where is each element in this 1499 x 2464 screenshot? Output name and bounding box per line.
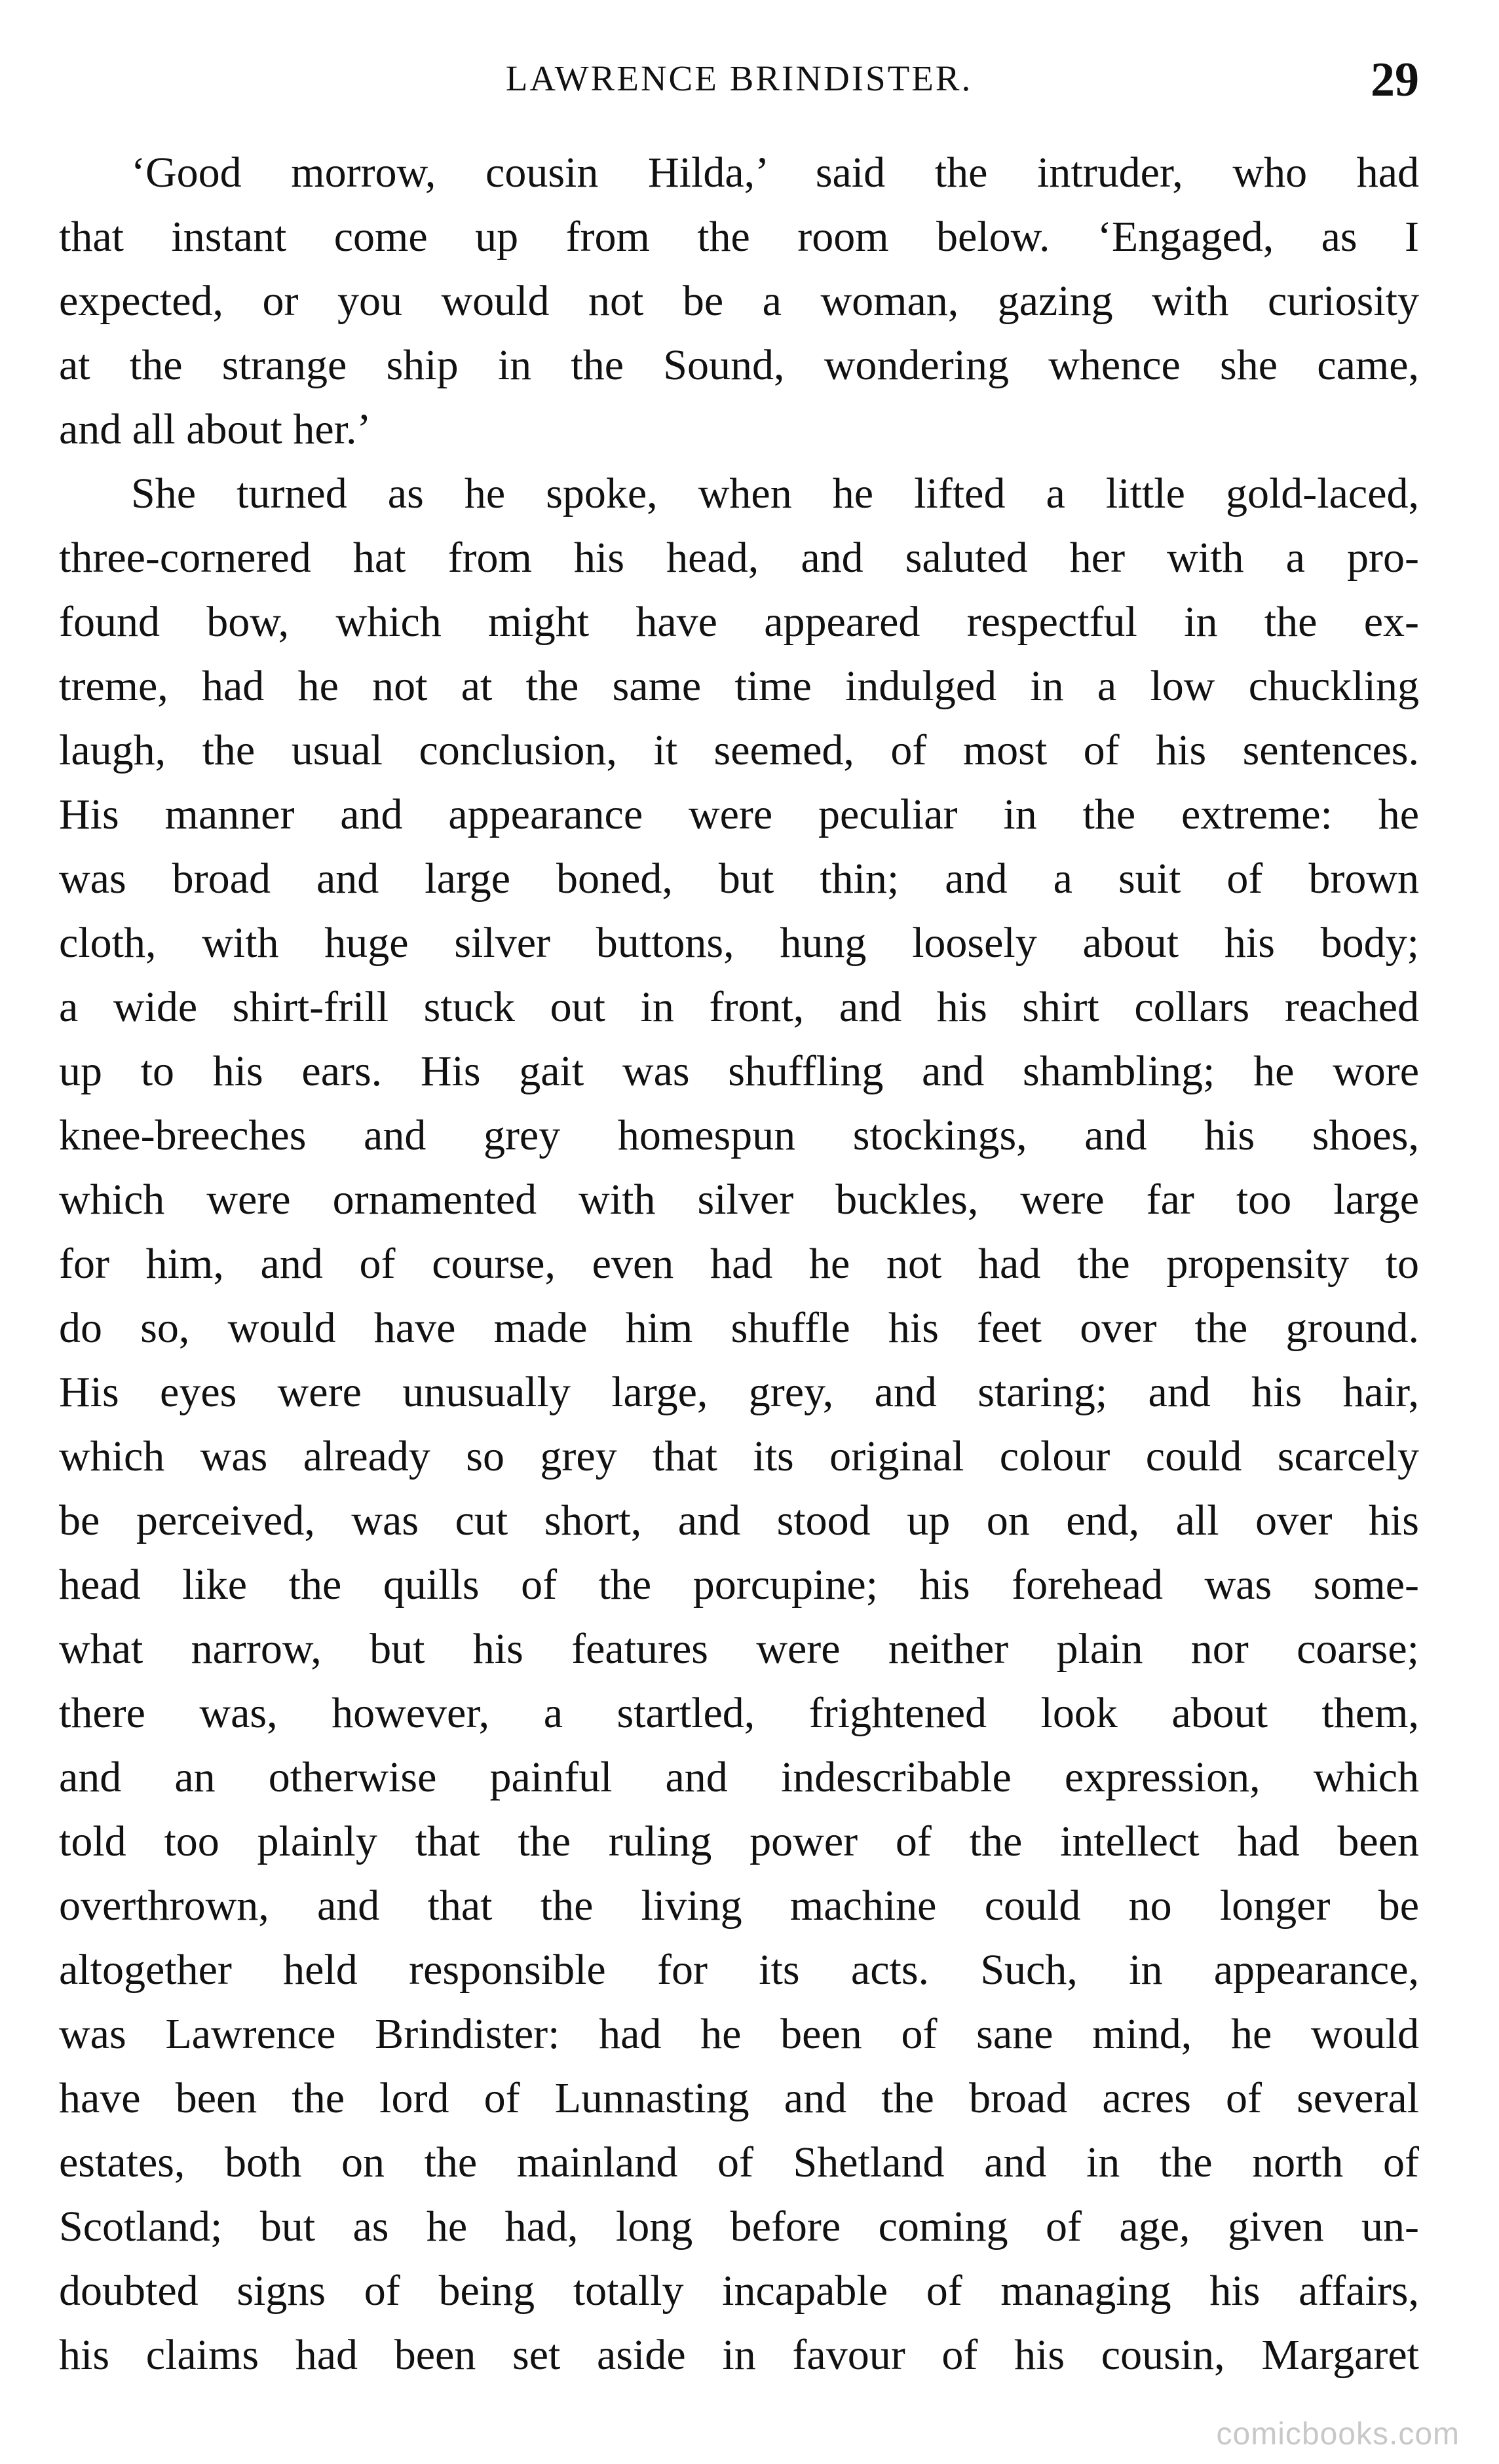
text-line: doubted signs of being totally incapable of managing his affairs, (59, 2267, 1419, 2315)
text-line: estates, both on the mainland of Shetland and in the north of (59, 2138, 1419, 2186)
text-line: laugh, the usual conclusion, it seemed, of most of his sentences. (59, 726, 1419, 774)
text-line: be perceived, was cut short, and stood up on end, all over his (59, 1497, 1419, 1544)
text-line: his claims had been set aside in favour of his cousin, Margaret (59, 2331, 1419, 2379)
text-line: and an otherwise painful and indescribable expression, which (59, 1753, 1419, 1801)
body-text (59, 141, 1419, 2387)
page-number: 29 (1371, 53, 1419, 107)
text-line: She turned as he spoke, when he lifted a little gold-laced, (131, 470, 1419, 517)
text-line: there was, however, a startled, frightened look about them, (59, 1689, 1419, 1737)
text-line: treme, had he not at the same time indulged in a low chuckling (59, 662, 1419, 710)
text-line: what narrow, but his features were neither plain nor coarse; (59, 1625, 1419, 1673)
text-line: was Lawrence Brindister: had he been of sane mind, he would (59, 2010, 1419, 2058)
text-line: which were ornamented with silver buckles, were far too large (59, 1176, 1419, 1223)
text-line: Scotland; but as he had, long before coming of age, given un- (59, 2203, 1419, 2250)
text-line: for him, and of course, even had he not had the propensity to (59, 1240, 1419, 1288)
text-line: head like the quills of the porcupine; his forehead was some- (59, 1561, 1419, 1609)
running-title: LAWRENCE BRINDISTER. (505, 58, 973, 98)
text-line: that instant come up from the room below. ‘Engaged, as I (59, 213, 1419, 261)
text-line: three-cornered hat from his head, and saluted her with a pro- (59, 534, 1419, 582)
text-line: a wide shirt-frill stuck out in front, and his shirt collars reached (59, 983, 1419, 1031)
text-line: altogether held responsible for its acts. Such, in appearance, (59, 1946, 1419, 1994)
text-line: cloth, with huge silver buttons, hung loosely about his body; (59, 919, 1419, 967)
text-line: expected, or you would not be a woman, gazing with curiosity (59, 277, 1419, 325)
running-header (59, 52, 1419, 118)
watermark: comicbooks.com (1216, 2417, 1460, 2452)
text-line: which was already so grey that its original colour could scarcely (59, 1432, 1419, 1480)
text-line: His manner and appearance were peculiar in the extreme: he (59, 791, 1419, 838)
text-line: His eyes were unusually large, grey, and staring; and his hair, (59, 1368, 1419, 1416)
text-line: ‘Good morrow, cousin Hilda,’ said the intruder, who had (131, 149, 1419, 196)
text-line: found bow, which might have appeared respectful in the ex- (59, 598, 1419, 646)
text-line: told too plainly that the ruling power of the intellect had been (59, 1818, 1419, 1865)
text-line: was broad and large boned, but thin; and a suit of brown (59, 855, 1419, 903)
text-line: up to his ears. His gait was shuffling and shambling; he wore (59, 1047, 1419, 1095)
text-line: overthrown, and that the living machine could no longer be (59, 1882, 1419, 1930)
text-line: do so, would have made him shuffle his feet over the ground. (59, 1304, 1419, 1352)
text-line: have been the lord of Lunnasting and the broad acres of several (59, 2074, 1419, 2122)
text-line: knee-breeches and grey homespun stockings, and his shoes, (59, 1111, 1419, 1159)
text-line: and all about her.’ (59, 405, 371, 453)
text-line: at the strange ship in the Sound, wondering whence she came, (59, 341, 1419, 389)
